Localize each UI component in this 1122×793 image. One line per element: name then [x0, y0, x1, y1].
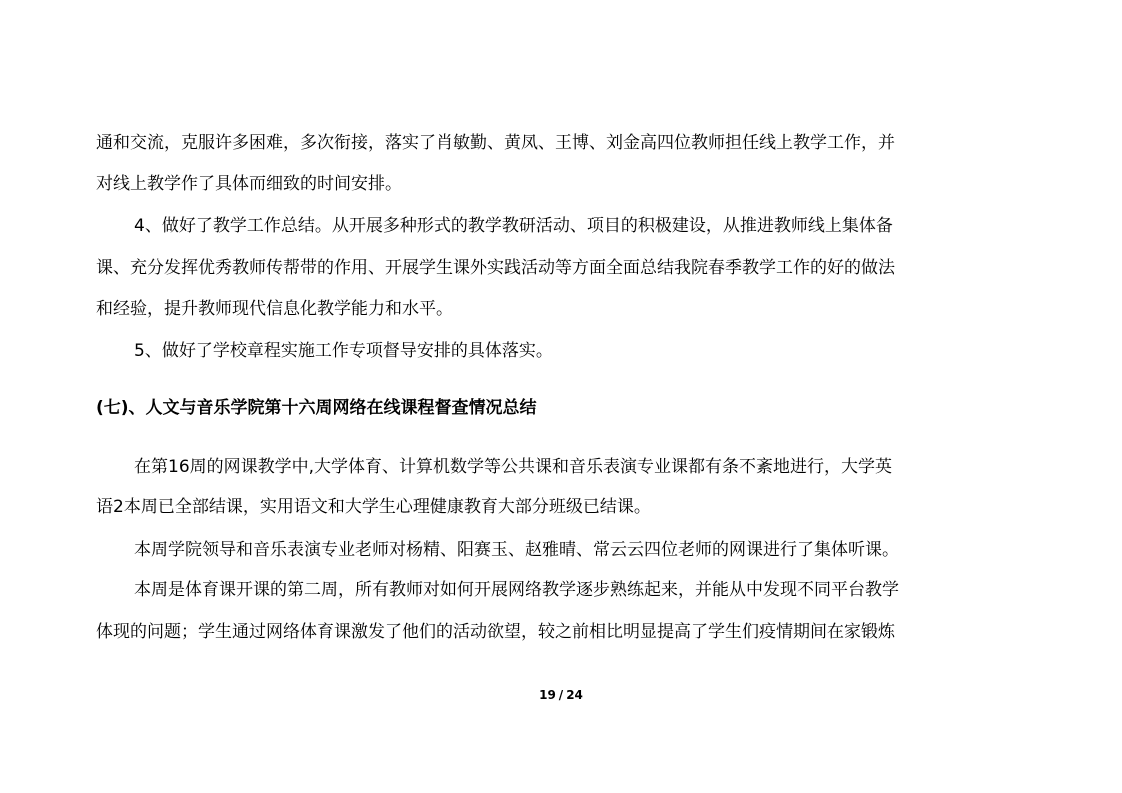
- section-heading: (七)、人文与音乐学院第十六周网络在线课程督查情况总结: [96, 398, 537, 418]
- paragraph-line: 在第16周的网课教学中,大学体育、计算机数学等公共课和音乐表演专业课都有条不紊地进行，大学英: [134, 457, 893, 477]
- paragraph-line: 课、充分发挥优秀教师传帮带的作用、开展学生课外实践活动等方面全面总结我院春季教学工作的好的做法: [96, 258, 895, 278]
- paragraph-line: 语2本周已全部结课，实用语文和大学生心理健康教育大部分班级已结课。: [96, 497, 651, 517]
- paragraph-line: 本周是体育课开课的第二周，所有教师对如何开展网络教学逐步熟练起来，并能从中发现不同平台教学: [134, 580, 899, 600]
- current-page: 19: [539, 688, 556, 702]
- paragraph-line: 体现的问题；学生通过网络体育课激发了他们的活动欲望，较之前相比明显提高了学生们疫情期间在家锻炼: [96, 622, 895, 642]
- paragraph-line: 5、做好了学校章程实施工作专项督导安排的具体落实。: [134, 341, 553, 361]
- paragraph-line: 和经验，提升教师现代信息化教学能力和水平。: [96, 299, 453, 319]
- paragraph-line: 通和交流，克服许多困难，多次衔接，落实了肖敏勤、黄凤、王博、刘金高四位教师担任线上教学工作，并: [96, 133, 895, 153]
- page-separator: /: [558, 688, 564, 702]
- page-number: [0, 688, 1122, 702]
- paragraph-line: 4、做好了教学工作总结。从开展多种形式的教学教研活动、项目的积极建设，从推进教师线上集体备: [134, 216, 893, 236]
- paragraph-line: 对线上教学作了具体而细致的时间安排。: [96, 174, 402, 194]
- total-pages: 24: [566, 688, 583, 702]
- paragraph-line: 本周学院领导和音乐表演专业老师对杨精、阳赛玉、赵雅晴、常云云四位老师的网课进行了集体听课。: [134, 540, 899, 560]
